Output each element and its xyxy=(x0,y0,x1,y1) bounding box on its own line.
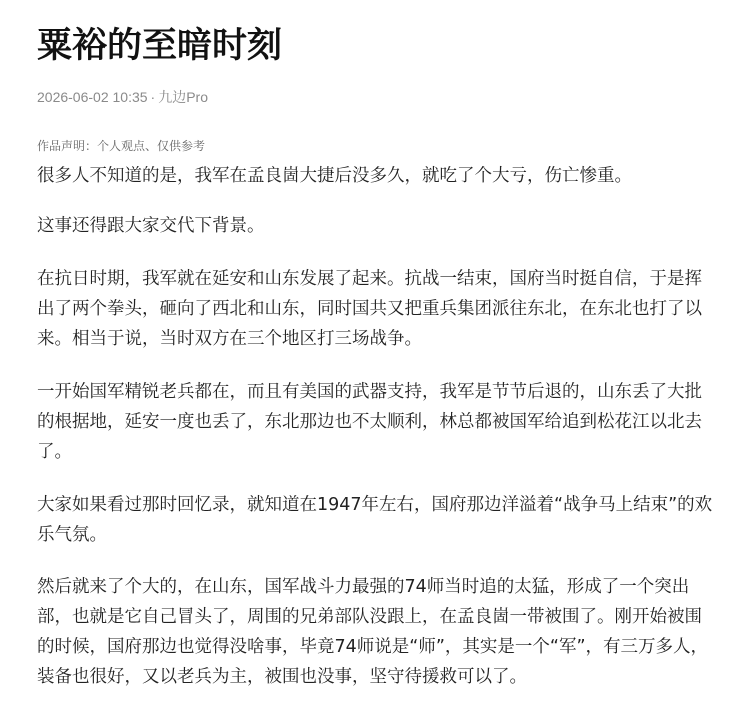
article-meta xyxy=(37,87,717,107)
paragraph: 很多人不知道的是，我军在孟良崮大捷后没多久，就吃了个大亏，伤亡惨重。 xyxy=(37,166,632,186)
article xyxy=(37,0,717,692)
paragraph: 大家如果看过那时回忆录，就知道在1947年左右，国府那边洋溢着“战争马上结束”的欢乐气氛。 xyxy=(37,495,713,545)
paragraph: 一开始国军精锐老兵都在，而且有美国的武器支持，我军是节节后退的，山东丢了大批的根据地，延安一度也丢了，东北那边也不太顺利，林总都被国军给追到松花江以北去了。 xyxy=(37,382,702,462)
paragraph: 然后就来了个大的，在山东，国军战斗力最强的74师当时追的太猛，形成了一个突出部，也就是它自己冒头了，周围的兄弟部队没跟上，在孟良崮一带被围了。刚开始被围的时候，国府那边也觉得没啥事，毕竟74师说是“师”，其实是一个“军”，有三万多人，装备也很好，又以老兵为主，被围也没事，坚守待援救可以了。 xyxy=(37,577,709,687)
paragraph: 这事还得跟大家交代下背景。 xyxy=(37,216,265,236)
publish-datetime: 2026-06-02 10:35 xyxy=(37,89,148,105)
article-title: 粟裕的至暗时刻 xyxy=(37,26,283,66)
author-name[interactable]: 九边Pro xyxy=(158,89,209,105)
meta-separator: · xyxy=(150,89,156,105)
paragraph: 在抗日时期，我军就在延安和山东发展了起来。抗战一结束，国府当时挺自信，于是挥出了两个拳头，砸向了西北和山东，同时国共又把重兵集团派往东北，在东北也打了以来。相当于说，当时双方在三个地区打三场战争。 xyxy=(37,269,702,349)
article-declaration: 作品声明：个人观点、仅供参考 xyxy=(37,139,206,153)
